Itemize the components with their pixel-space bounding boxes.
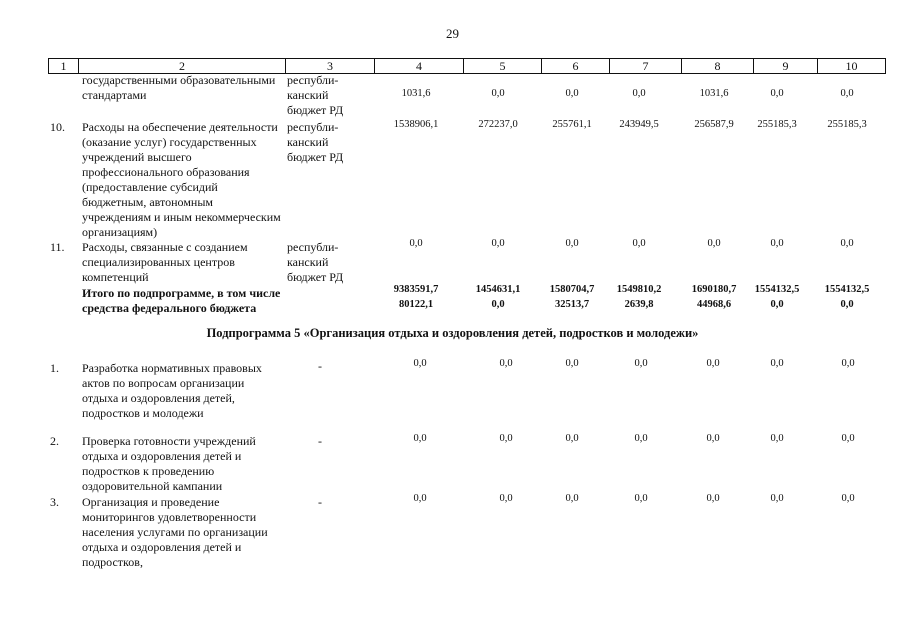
row-value: 0,0 [413,493,427,504]
row-value: 0,0 [707,238,721,249]
row-value: 0,0 [634,358,648,369]
row-source: - [318,359,322,373]
row-source: республи-канский бюджет РД [287,240,344,284]
row-value: 255185,3 [827,119,867,130]
row-value: 0,0 [770,238,784,249]
header-col-8: 8 [682,59,754,73]
header-col-7: 7 [610,59,682,73]
header-col-2: 2 [79,59,286,73]
row-value: 0,0 [634,493,648,504]
row-description: Расходы на обеспечение деятельности (оказание услуг) государственных учреждений высшего профессионального образования (предоставление субсидий бюджетным, автономным учреждениям и иным некоммерческим организациям) [82,120,281,239]
row-value: 0,0 [770,358,784,369]
row-value: 0,0 [706,433,720,444]
row-value: 0,0 [565,433,579,444]
federal-value: 80122,1 [398,299,434,310]
header-col-3: 3 [286,59,375,73]
row-number: 2. [50,434,59,448]
federal-value: 32513,7 [554,299,590,310]
row-value: 1031,6 [401,88,431,99]
row-description: Организация и проведение мониторингов удовлетворенности населения услугами по организации отдыха и оздоровления детей и подростков, [82,495,268,569]
row-value: 0,0 [770,493,784,504]
federal-value: 0,0 [840,299,854,310]
header-col-4: 4 [375,59,464,73]
total-value: 1580704,7 [549,284,595,295]
row-value: 0,0 [413,433,427,444]
header-col-1: 1 [49,59,79,73]
row-value: 0,0 [491,238,505,249]
total-value: 1554132,5 [824,284,870,295]
row-number: 11. [50,240,65,254]
row-value: 0,0 [491,88,505,99]
row-description: Проверка готовности учреждений отдыха и оздоровления детей и подростков к проведению оздоровительной кампании [82,434,256,493]
row-source: - [318,495,322,509]
row-value: 0,0 [634,433,648,444]
total-value: 1554132,5 [754,284,800,295]
row-value: 0,0 [841,433,855,444]
row-number: 1. [50,361,59,375]
row-source: - [318,434,322,448]
row-value: 0,0 [840,88,854,99]
federal-value: 44968,6 [696,299,732,310]
federal-value: 0,0 [491,299,505,310]
row-value: 0,0 [565,493,579,504]
row-value: 0,0 [706,358,720,369]
row-source: республи-канский бюджет РД [287,73,344,117]
row-value: 0,0 [770,88,784,99]
row-value: 0,0 [499,493,513,504]
row-value: 255761,1 [552,119,592,130]
row-value: 0,0 [632,238,646,249]
total-value: 1454631,1 [475,284,521,295]
row-value: 243949,5 [619,119,659,130]
row-value: 0,0 [409,238,423,249]
row-value: 0,0 [841,493,855,504]
row-value: 272237,0 [478,119,518,130]
page-number: 29 [446,26,459,41]
total-value: 1690180,7 [691,284,737,295]
row-value: 0,0 [770,433,784,444]
header-col-5: 5 [464,59,542,73]
row-value: 0,0 [565,238,579,249]
section-title: Подпрограмма 5 «Организация отдыха и оздоровления детей, подростков и молодежи» [206,326,699,340]
row-value: 0,0 [841,358,855,369]
federal-value: 2639,8 [624,299,654,310]
row-value: 0,0 [565,88,579,99]
row-source: республи-канский бюджет РД [287,120,344,164]
header-col-10: 10 [845,59,858,73]
row-value: 256587,9 [694,119,734,130]
row-value: 1031,6 [699,88,729,99]
total-description: Итого по подпрограмме, в том числе средства федерального бюджета [82,286,281,315]
table-header-row [48,58,886,74]
row-value: 0,0 [565,358,579,369]
row-description: Расходы, связанные с созданием специализированных центров компетенций [82,240,248,284]
row-description: Разработка нормативных правовых актов по вопросам организации отдыха и оздоровления детей, подростков и молодежи [82,361,262,420]
row-value: 0,0 [840,238,854,249]
row-number: 3. [50,495,59,509]
row-value: 1538906,1 [393,119,439,130]
row-value: 0,0 [413,358,427,369]
row-description: государственными образовательными стандартами [82,73,276,102]
total-value: 9383591,7 [393,284,439,295]
total-value: 1549810,2 [616,284,662,295]
row-number: 10. [50,120,65,134]
header-col-6: 6 [542,59,610,73]
row-value: 0,0 [499,358,513,369]
row-value: 255185,3 [757,119,797,130]
header-col-9: 9 [754,59,818,73]
row-value: 0,0 [632,88,646,99]
row-value: 0,0 [499,433,513,444]
federal-value: 0,0 [770,299,784,310]
row-value: 0,0 [706,493,720,504]
